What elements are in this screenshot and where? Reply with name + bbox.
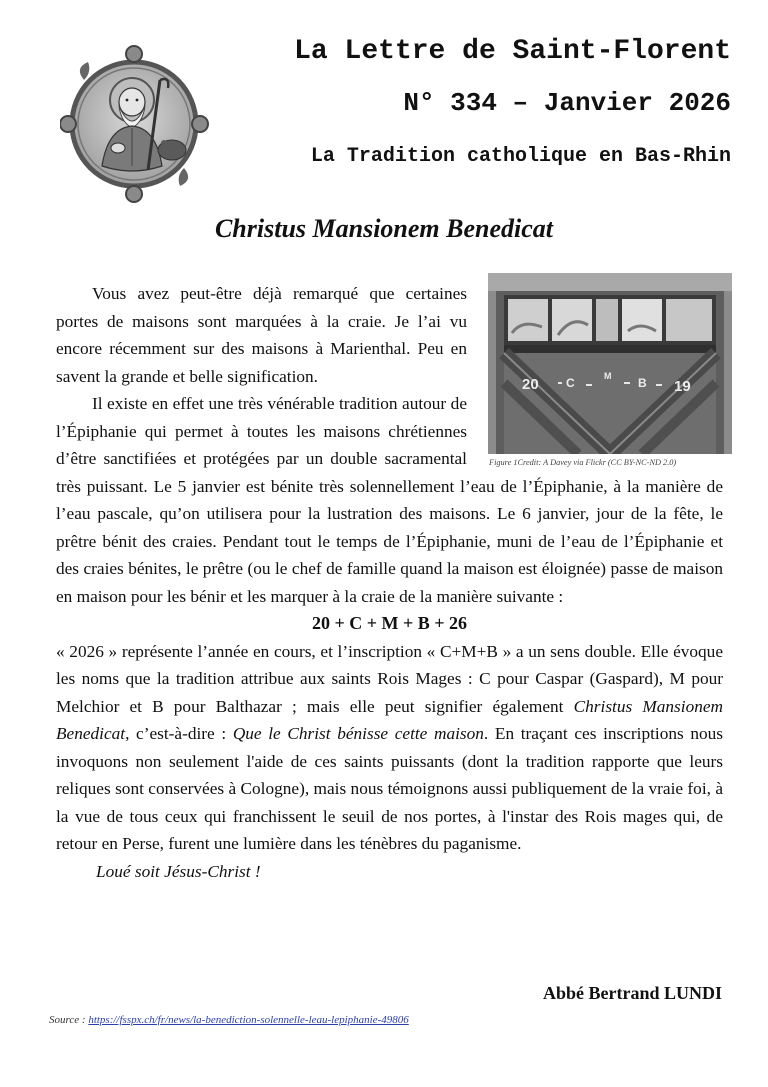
- paragraph-1: Vous avez peut-être déjà remarqué que certaines portes de maisons sont marquées à la craie. Je l’ai vu encore récemment sur des maisons à Marienthal. Peu en savent la grande et belle signification.: [56, 284, 467, 386]
- latin-phrase: Christus Mansionem Benedicat: [56, 696, 723, 743]
- paragraph-3-part-b: , c’est-à-dire :: [125, 724, 233, 743]
- chalk-numbers-left: 20: [522, 376, 539, 393]
- author-signature: Abbé Bertrand LUNDI: [542, 983, 722, 1003]
- closing-line: Loué soit Jésus-Christ !: [96, 861, 261, 881]
- paragraph-3-part-a: « 2026 » représente l’année en cours, et l’inscription « C+M+B » a un sens double. Elle évoque les noms que la tradition attribue aux saints Rois Mages : C pour Caspar (Gaspard), M pour Melchior et B pour Balthazar ; mais elle peut signifier également: [56, 641, 723, 716]
- issue-number: N° 334 – Janvier 2026: [403, 88, 731, 118]
- article-body: [56, 280, 723, 885]
- chalk-formula: 20 + C + M + B + 26: [311, 613, 468, 633]
- chalk-letter-c: C: [566, 376, 575, 390]
- paragraph-3: [56, 638, 723, 858]
- source-label: Source :: [49, 1014, 89, 1026]
- newsletter-subtitle: La Tradition catholique en Bas-Rhin: [310, 145, 731, 168]
- figure-caption: Figure 1Credit: A Davey via Flickr (CC BY-NC-ND 2.0): [489, 458, 677, 467]
- chalk-numbers-right: 19: [674, 378, 691, 395]
- paragraph-3-part-c: . En traçant ces inscriptions nous invoquons non seulement l'aide de ces saints puissants (dont la tradition rapporte que leurs reliques sont conservées à Cologne), mais nous témoignons aussi publiquement de la vraie foi, à la vue de tous ceux qui franchissent le seuil de nos portes, à l'instar des Rois mages qui, de retour en Perse, furent une lumière dans les ténèbres du paganisme.: [56, 724, 724, 853]
- saint-florent-medallion-logo: [60, 40, 210, 205]
- chalk-letter-b: B: [638, 376, 647, 390]
- chalk-letter-m: M: [604, 371, 612, 381]
- source-line: [49, 1014, 409, 1026]
- french-translation: Que le Christ bénisse cette maison: [232, 724, 484, 743]
- newsletter-title: La Lettre de Saint-Florent: [294, 36, 731, 67]
- paragraph-2: Il existe en effet une très vénérable tradition autour de l’Épiphanie qui permet à toutes les maisons chrétiennes d’être sanctifiées et protégées par un double sacramental très puissant. Le 5 janvier est bénite très solennellement l’eau de l’Épiphanie, à la manière de l’eau pascale, qu’on utilisera pour la lustration des maisons. Le 6 janvier, jour de la fête, le prêtre bénit des craies. Pendant tout le temps de l’Épiphanie, muni de l’eau de l’Épiphanie et des craies bénites, le prêtre (ou le chef de famille quand la maison est éloignée) passe de maison en maison pour les bénir et les marquer à la craie de la manière suivante :: [56, 394, 723, 606]
- source-link[interactable]: https://fsspx.ch/fr/news/la-benediction-solennelle-leau-lepiphanie-49806: [88, 1014, 409, 1026]
- article-title: Christus Mansionem Benedicat: [214, 214, 554, 243]
- photo-float-spacer: [479, 280, 723, 468]
